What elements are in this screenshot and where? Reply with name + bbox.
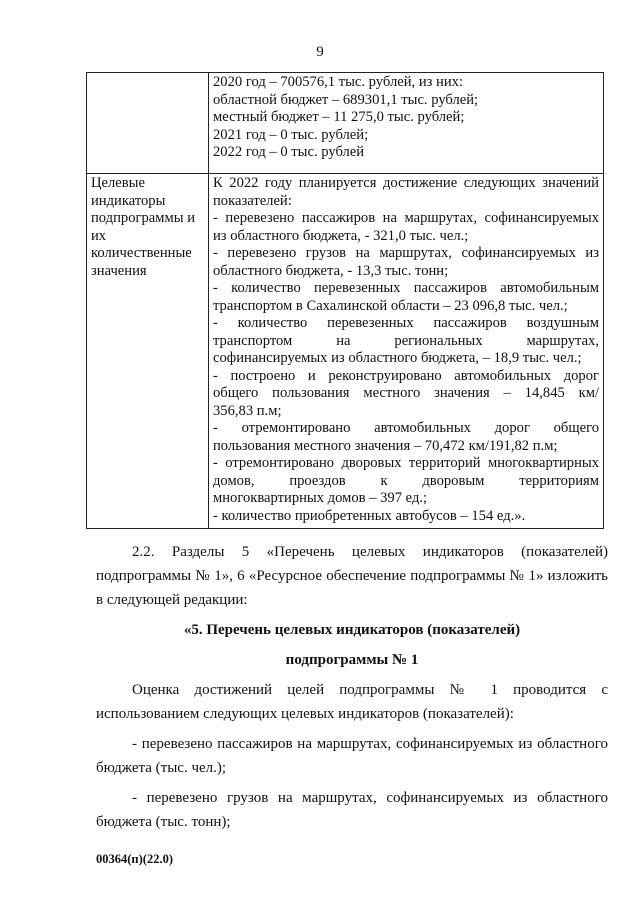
indicator-line: областного бюджета, - 13,3 тыс. тонн; [213,262,449,279]
indicator-line: - перевезено пассажиров на маршрутах, софинансируемых [213,210,599,226]
indicator-line: многоквартирных домов – 397 ед.; [213,490,428,506]
indicators-label-cell [87,174,209,529]
indicator-line: - количество перевезенных пассажиров автомобильным [213,280,599,296]
page-number: 9 [316,44,324,60]
parameters-table [86,72,604,529]
indicator-line: транспортом в Сахалинской области – 23 096,8 тыс. чел.; [213,297,568,314]
label-line: количественные [91,245,192,261]
indicator-line: показателей: [213,192,292,209]
indicators-value-cell [209,174,604,529]
label-line: их [91,227,107,244]
funding-line: местный бюджет – 11 275,0 тыс. рублей; [213,109,465,125]
label-line: подпрограммы и [91,210,196,226]
paragraph-assessment: Оценка достижений целей подпрограммы № 1 проводится с использованием следующих целевых индикаторов (показателей): [96,682,608,722]
table-row-funding [87,73,604,174]
document-code: 00364(п)(22.0) [96,852,173,866]
paragraph-amendment: 2.2. Разделы 5 «Перечень целевых индикаторов (показателей) подпрограммы № 1», 6 «Ресурсное обеспечение подпрограммы № 1» изложить в следующей редакции: [96,544,608,608]
indicator-line: из областного бюджета, - 321,0 тыс. чел.; [213,227,469,244]
indicator-line: - перевезено грузов на маршрутах, софинансируемых из [213,245,599,261]
indicator-line: домов, проездов к дворовым территориям [213,472,599,489]
indicator-line: софинансируемых из областного бюджета, – 18,9 тыс. чел.; [213,350,582,366]
document-body [96,540,608,834]
indicator-line: - построено и реконструировано автомобильных дорог [213,367,599,384]
funding-line: 2020 год – 700576,1 тыс. рублей, из них: [213,74,464,90]
section-heading-line1: «5. Перечень целевых индикаторов (показателей) [183,622,521,638]
indicator-line: 356,83 п.м; [213,402,282,419]
label-line: Целевые [91,175,145,191]
indicator-line: - отремонтировано автомобильных дорог общего [213,420,599,436]
funding-line: 2021 год – 0 тыс. рублей; [213,126,369,143]
section-heading-line2: подпрограммы № 1 [285,652,419,668]
funding-line: 2022 год – 0 тыс. рублей [213,144,365,160]
row-label-empty [87,73,209,174]
label-line: индикаторы [91,192,166,209]
label-line: значения [91,262,147,279]
indicator-line: - отремонтировано дворовых территорий многоквартирных [213,455,599,471]
indicator-line: общего пользования местного значения – 14,845 км/ [213,385,599,401]
indicator-line: пользования местного значения – 70,472 км/191,82 п.м; [213,437,558,454]
indicator-line: - количество перевезенных пассажиров воздушным [213,315,599,331]
indicator-line: К 2022 году планируется достижение следующих значений [213,175,599,191]
paragraph-indicator-passengers: - перевезено пассажиров на маршрутах, софинансируемых из областного бюджета (тыс. чел.); [96,736,608,776]
indicator-line: - количество приобретенных автобусов – 154 ед.». [213,507,526,524]
paragraph-indicator-cargo: - перевезено грузов на маршрутах, софинансируемых из областного бюджета (тыс. тонн); [96,790,608,830]
indicator-line: транспортом на региональных маршрутах, [213,332,599,349]
table-row-indicators [87,174,604,529]
funding-cell [209,73,604,174]
funding-line: областной бюджет – 689301,1 тыс. рублей; [213,91,479,108]
